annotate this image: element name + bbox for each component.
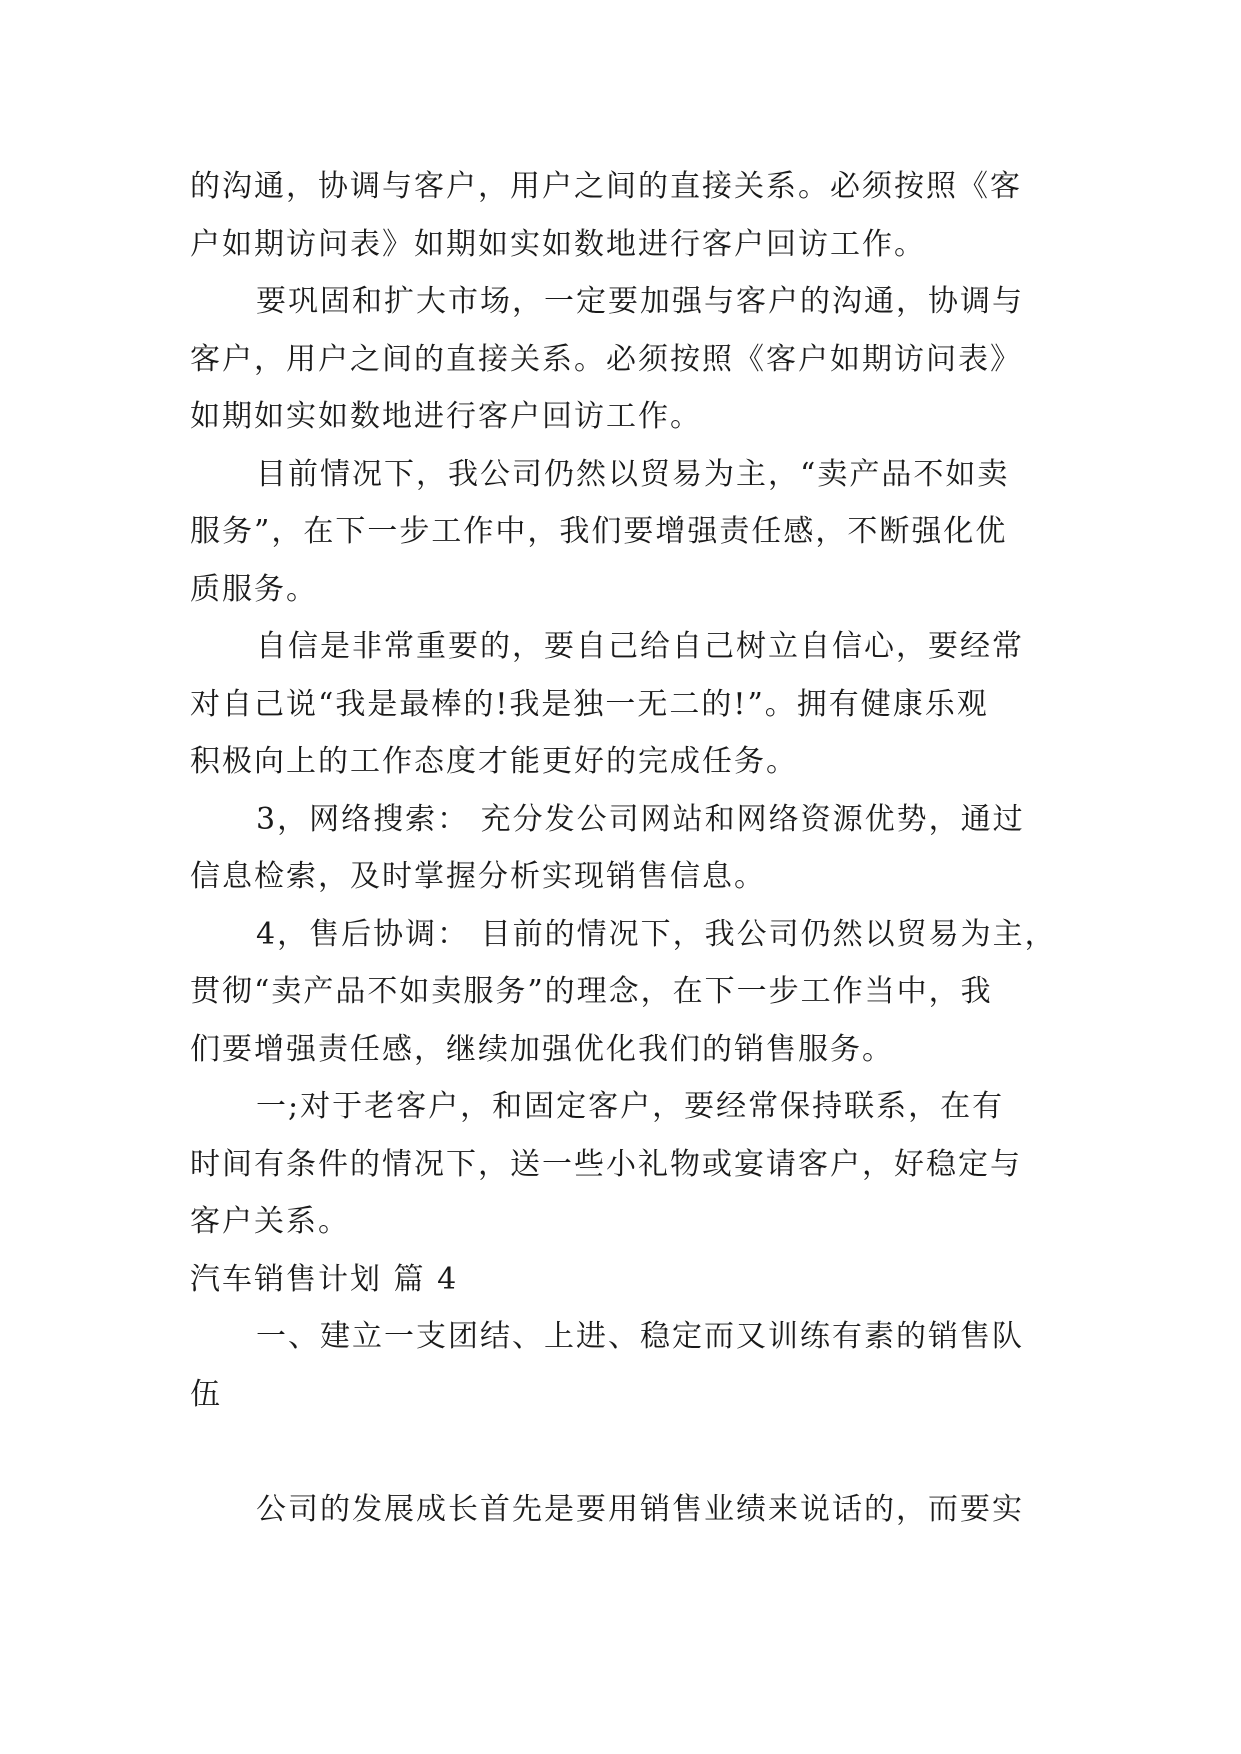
paragraph-line: 对自己说“我是最棒的!我是独一无二的!”。拥有健康乐观: [190, 686, 989, 722]
paragraph-line: 贯彻“卖产品不如卖服务”的理念，在下一步工作当中，我: [190, 974, 993, 1009]
paragraph-line: 公司的发展成长首先是要用销售业绩来说话的，而要实: [256, 1491, 1024, 1527]
paragraph-line: 客户关系。: [190, 1204, 350, 1239]
paragraph-line: 质服务。: [190, 571, 318, 607]
paragraph-line: 要巩固和扩大市场，一定要加强与客户的沟通，协调与: [256, 284, 1024, 319]
paragraph-line: 的沟通，协调与客户，用户之间的直接关系。必须按照《客: [190, 169, 1022, 204]
paragraph-line: 客户，用户之间的直接关系。必须按照《客户如期访问表》: [190, 341, 1022, 377]
paragraph-line: 一、建立一支团结、上进、稳定而又训练有素的销售队: [256, 1319, 1024, 1354]
document-page: [190, 158, 1057, 1538]
paragraph-line: 目前情况下，我公司仍然以贸易为主，“卖产品不如卖: [256, 456, 1010, 492]
paragraph-line: 信息检索，及时掌握分析实现销售信息。: [190, 859, 766, 894]
blank-line: [190, 1423, 1052, 1481]
paragraph-line: 服务”，在下一步工作中，我们要增强责任感，不断强化优: [190, 514, 1008, 549]
paragraph-line: 3，网络搜索： 充分发公司网站和网络资源优势，通过: [256, 801, 1025, 837]
paragraph-line: 时间有条件的情况下，送一些小礼物或宴请客户，好稳定与: [190, 1146, 1022, 1182]
paragraph-line: 如期如实如数地进行客户回访工作。: [190, 399, 702, 434]
paragraph-line: 自信是非常重要的，要自己给自己树立自信心，要经常: [256, 629, 1024, 664]
paragraph-line: 一;对于老客户，和固定客户，要经常保持联系，在有: [256, 1089, 1005, 1124]
section-heading: 汽车销售计划 篇 4: [190, 1261, 459, 1297]
paragraph-line: 伍: [190, 1376, 222, 1412]
paragraph-line: 积极向上的工作态度才能更好的完成任务。: [190, 744, 798, 779]
paragraph-line: 4，售后协调： 目前的情况下，我公司仍然以贸易为主，: [256, 916, 1057, 952]
paragraph-line: 们要增强责任感，继续加强优化我们的销售服务。: [190, 1031, 894, 1067]
paragraph-line: 户如期访问表》如期如实如数地进行客户回访工作。: [190, 226, 926, 262]
